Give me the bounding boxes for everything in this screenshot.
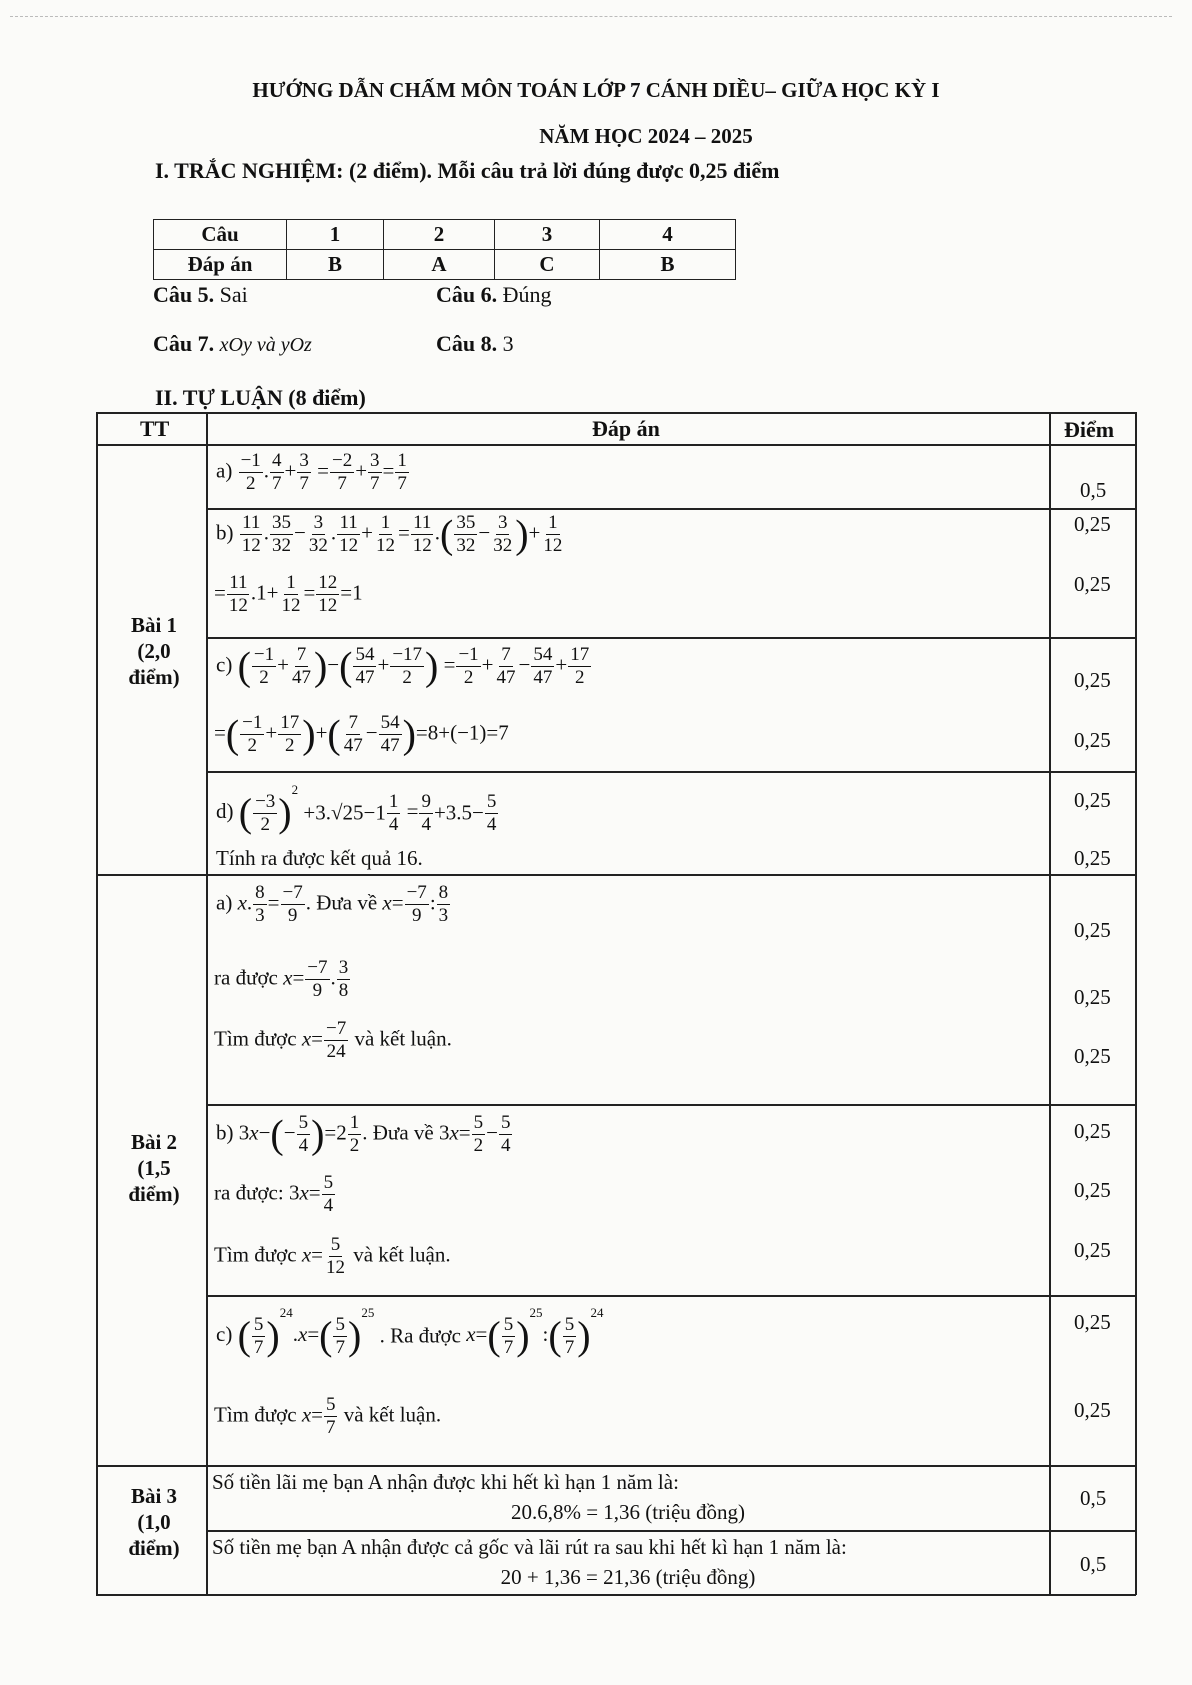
- table-cell: 3: [495, 220, 600, 250]
- table-border: [206, 1104, 1136, 1106]
- points-value: 0,25: [1074, 728, 1111, 752]
- table-cell: A: [384, 250, 495, 280]
- table-cell: C: [495, 250, 600, 280]
- header-answer: Đáp án: [592, 416, 660, 441]
- points-value: 0,25: [1074, 512, 1111, 536]
- b1d-solution: d) ( $\frac{-3}{2}$ )$^2$ +3.√25−1 $\frac{1}{4}$ = $\frac{9}{4}$ +3.5− $\frac{5}{4}$: [216, 782, 497, 836]
- points-value: 0,5: [1080, 1552, 1107, 1576]
- table-cell: Câu: [154, 220, 287, 250]
- q8-answer: Câu 8. 3: [436, 331, 514, 356]
- q6-answer: Câu 6. Đúng: [436, 282, 552, 307]
- b2b-solution-line2: ra được: 3x= $\frac{5}{4}$: [214, 1172, 334, 1216]
- b2a-solution-line1: a) x. $\frac{8}{3}$ = $\frac{-7}{9}$ . Đưa về x= $\frac{-7}{9}$ : $\frac{8}{3}$: [216, 882, 449, 926]
- points-value: 0,25: [1074, 1119, 1111, 1143]
- table-border: [96, 412, 1136, 414]
- b1b-solution-line2: = $\frac{11}{12}$ .1+ $\frac{1}{12}$ = $\frac{12}{12}$ =1: [214, 572, 363, 616]
- b2b-solution-line3: Tìm được x= $\frac{5}{12}$ và kết luận.: [214, 1234, 451, 1278]
- table-cell: Đáp án: [154, 250, 287, 280]
- table-cell: B: [600, 250, 736, 280]
- table-border: [206, 508, 1136, 510]
- b2a-solution-line3: Tìm được x= $\frac{-7}{24}$ và kết luận.: [214, 1018, 452, 1062]
- table-border: [206, 1295, 1136, 1297]
- table-border: [1135, 412, 1137, 1595]
- points-value: 0,25: [1074, 985, 1111, 1009]
- points-value: 0,25: [1074, 1310, 1111, 1334]
- points-value: 0,25: [1074, 1044, 1111, 1068]
- table-cell: 4: [600, 220, 736, 250]
- document-title: HƯỚNG DẪN CHẤM MÔN TOÁN LỚP 7 CÁNH DIỀU– GIỮA HỌC KỲ I: [252, 78, 940, 102]
- b3-part1: Số tiền lãi mẹ bạn A nhận được khi hết kì hạn 1 năm là: 20.6,8% = 1,36 (triệu đồng): [212, 1470, 746, 1524]
- table-row: [154, 220, 736, 250]
- table-cell: 2: [384, 220, 495, 250]
- b1c-solution-line2: =( $\frac{-1}{2}$ + $\frac{17}{2}$ )+( $\frac{7}{47}$ − $\frac{54}{47}$ )=8+(−1)=7: [214, 711, 509, 757]
- essay-grading-table: [96, 412, 1136, 1595]
- table-border: [96, 1594, 1136, 1596]
- points-value: 0,25: [1074, 918, 1111, 942]
- b2c-solution-line2: Tìm được x= $\frac{5}{7}$ và kết luận.: [214, 1394, 442, 1438]
- bai3-label: Bài 3 (1,0 điểm): [128, 1484, 180, 1560]
- points-value: 0,25: [1074, 1178, 1111, 1202]
- header-points: Điểm: [1064, 417, 1115, 442]
- b1b-solution-line1: b) $\frac{11}{12}$ . $\frac{35}{32}$ − $\frac{3}{32}$ . $\frac{11}{12}$ + $\frac{1}{12}$ = $\frac{11}{12}$ .( $\frac{35}{32}$ − $\frac{3}{32}$ )+ $\frac{1}{12}$: [216, 511, 563, 557]
- b1c-solution-line1: c) ( $\frac{-1}{2}$ + $\frac{7}{47}$ )−( $\frac{54}{47}$ + $\frac{-17}{2}$ ) = $\frac{-1}{2}$ + $\frac{7}{47}$ − $\frac{54}{47}$ + $\frac{17}{2}$: [216, 643, 590, 689]
- header-tt: TT: [140, 416, 170, 441]
- b3-part2: Số tiền mẹ bạn A nhận được cả gốc và lãi rút ra sau khi hết kì hạn 1 năm là: 20 + 1,36 = 21,36 (triệu đồng): [212, 1535, 847, 1589]
- points-value: 0,25: [1074, 1398, 1111, 1422]
- table-border: [206, 637, 1136, 639]
- b1d-result: Tính ra được kết quả 16.: [216, 846, 423, 870]
- b2b-solution-line1: b) 3x−(− $\frac{5}{4}$ )=2 $\frac{1}{2}$ . Đưa về 3x= $\frac{5}{2}$ − $\frac{5}{4}$: [216, 1111, 511, 1157]
- table-cell: 1: [287, 220, 384, 250]
- b1a-solution: a) $\frac{-1}{2}$ . $\frac{4}{7}$ + $\frac{3}{7}$ = $\frac{-2}{7}$ + $\frac{3}{7}$ = $\frac{1}{7}$: [216, 450, 407, 494]
- table-border: [206, 771, 1136, 773]
- points-value: 0,5: [1080, 1486, 1107, 1510]
- points-value: 0,25: [1074, 1238, 1111, 1262]
- points-value: 0,25: [1074, 788, 1111, 812]
- points-value: 0,5: [1080, 478, 1107, 502]
- points-value: 0,25: [1074, 572, 1111, 596]
- points-value: 0,25: [1074, 668, 1111, 692]
- bai1-label: Bài 1 (2,0 điểm): [128, 613, 180, 689]
- points-value: 0,25: [1074, 846, 1111, 870]
- b2c-solution-line1: c) ( $\frac{5}{7}$ )$^{24}$.x=( $\frac{5}{7}$ )$^{25}$ . Ra được x=( $\frac{5}{7}$ )$^{25}$:( $\frac{5}{7}$ )$^{24}$: [216, 1305, 604, 1359]
- table-row: [154, 250, 736, 280]
- scan-edge-line: [10, 16, 1172, 17]
- multiple-choice-answer-table: [153, 219, 736, 280]
- table-cell: B: [287, 250, 384, 280]
- table-border: [96, 874, 1136, 876]
- school-year: NĂM HỌC 2024 – 2025: [539, 124, 753, 148]
- bai2-label: Bài 2 (1,5 điểm): [128, 1130, 180, 1206]
- table-border: [206, 412, 208, 1595]
- b2a-solution-line2: ra được x= $\frac{-7}{9}$ . $\frac{3}{8}$: [214, 957, 349, 1001]
- q5-answer: Câu 5. Sai: [153, 282, 248, 307]
- section-essay-heading: II. TỰ LUẬN (8 điểm): [155, 385, 366, 410]
- section-multiple-choice-heading: I. TRẮC NGHIỆM: (2 điểm). Mỗi câu trả lời đúng được 0,25 điểm: [155, 158, 780, 183]
- table-border: [96, 444, 1136, 446]
- q7-answer: Câu 7. xOy và yOz: [153, 331, 312, 356]
- table-border: [96, 412, 98, 1595]
- table-border: [1049, 412, 1051, 1595]
